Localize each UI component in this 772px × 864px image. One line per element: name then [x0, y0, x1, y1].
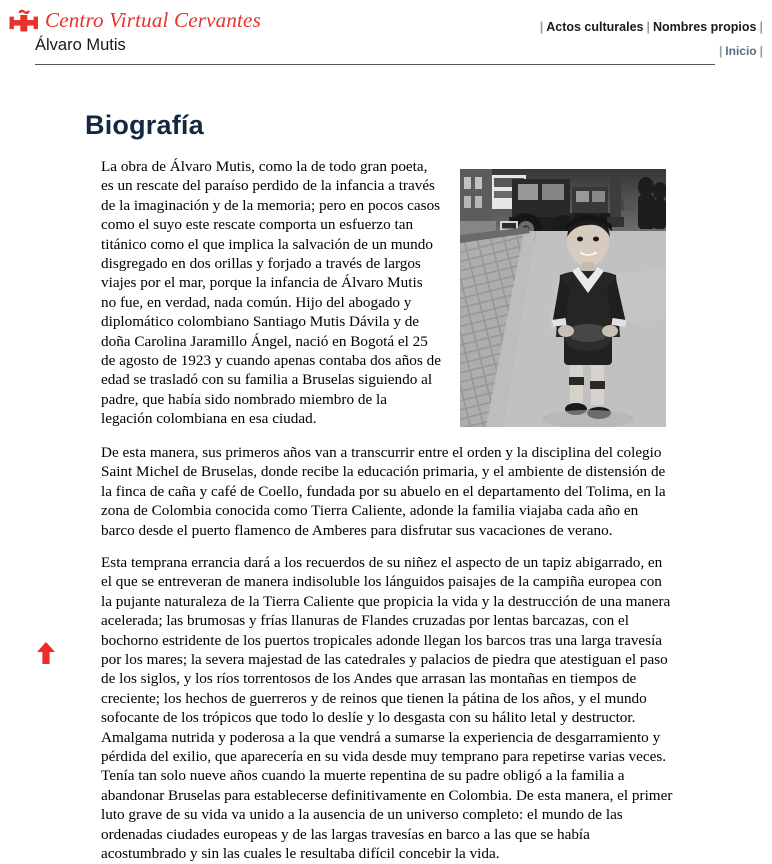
header-divider: [35, 64, 715, 65]
biography-photo: [460, 169, 666, 427]
nav-separator: |: [759, 44, 763, 58]
primary-nav: [537, 20, 766, 34]
nav-item-actos-culturales[interactable]: Actos culturales: [546, 20, 644, 34]
page-title: Biografía: [85, 110, 204, 141]
cvc-tilde-cross-icon: [8, 7, 40, 33]
brand-link[interactable]: [8, 6, 261, 34]
nav-item-nombres-propios[interactable]: Nombres propios: [653, 20, 757, 34]
paragraph: Esta temprana errancia dará a los recuerdos de su niñez el aspecto de un tapiz abigarrado, en el que se entreveran de manera indisoluble los lánguidos paisajes de la campiña europea con la pujante naturaleza de la Tierra Caliente que propicia la vida y la destrucción de una manera acelerada; las brumosas y frías llanuras de Flandes cruzadas por lentas barcazas, con el bochorno estridente de los puertos tropicales adonde llegan los barcos tras una larga travesía por los mares; la severa majestad de las catedrales y palacios de piedra que atestiguan el paso de los siglos, y los ríos torrentosos de los Andes que arrasan las montañas en tiempos de creciente; los hechos de guerreros y de reinos que tienen la pátina de los años, y el mundo sofocante de los trópicos que todo lo deslíe y lo desgasta con su hálito letal y destructor. Amalgama nutrida y poderosa a la que vendrá a sumarse la experiencia de desgarramiento y pérdida del exilio, que aparecería en su vida desde muy temprano para repetirse varias veces. Tenía tan solo nueve años cuando la muerte repentina de su padre obligó a la familia a abandonar Bruselas para establecerse definitivamente en Colombia. De esta manera, el primer luto grave de su vida va unido a la ausencia de un universo completo: el mundo de las ordenadas ciudades europeas y de las largas travesías en barco a las que se había acostumbrado y sin las cuales le resultaba difícil concebir la vida.: [101, 554, 673, 863]
nav-separator: |: [718, 44, 723, 58]
paragraph: De esta manera, sus primeros años van a transcurrir entre el orden y la disciplina del colegio Saint Michel de Bruselas, donde recibe la educación primaria, y el ambiente de distensión de la finca de caña y café de Coello, fundada por su abuelo en el departamento del Tolima, en la zona de Colombia conocida como Tierra Caliente, adonde la familia viajaba cada año en barco desde el puerto flamenco de Amberes para disfrutar sus vacaciones de verano.: [101, 444, 666, 539]
nav-separator: |: [759, 20, 763, 34]
nav-separator: |: [646, 20, 650, 34]
up-arrow-icon: [36, 641, 56, 665]
nav-separator: |: [539, 20, 544, 34]
nav-item-inicio[interactable]: Inicio: [725, 44, 757, 58]
brand-name: Centro Virtual Cervantes: [45, 7, 261, 32]
secondary-nav: [716, 44, 766, 58]
site-header: [0, 0, 772, 70]
paragraph: La obra de Álvaro Mutis, como la de todo gran poeta, es un rescate del paraíso perdido de la infancia a través de la imaginación y de la memoria; pero en pocos casos como el suyo este rescate comporta un esfuerzo tan titánico como el que implica la salvación de un mundo disgregado en dos orillas y forjado a través de largos viajes por el mar, porque la infancia de Álvaro Mutis no fue, en verdad, nada común. Hijo del abogado y diplomático colombiano Santiago Mutis Dávila y de doña Carolina Jaramillo Ángel, nació en Bogotá el 25 de agosto de 1923 y cuando apenas contaba dos años de edad se trasladó con su familia a Bruselas siguiendo al padre, que había sido nombrado miembro de la legación colombiana en esa ciudad.: [101, 158, 441, 428]
page-section-title: Álvaro Mutis: [35, 36, 126, 54]
scroll-to-top-button[interactable]: [36, 641, 56, 665]
